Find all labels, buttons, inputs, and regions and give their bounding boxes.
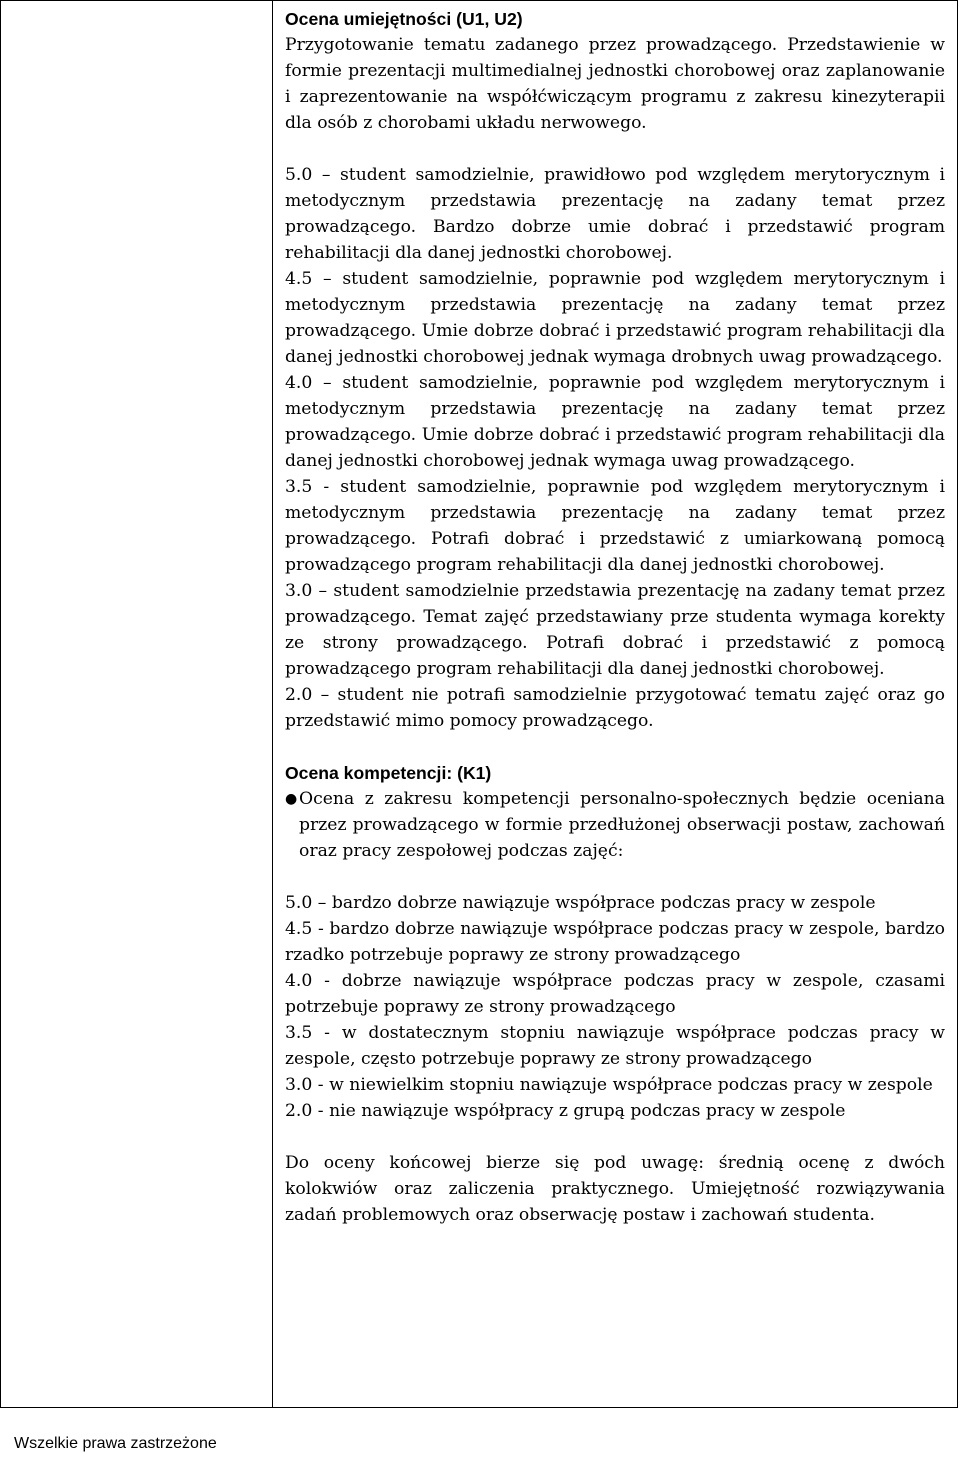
- skills-grade-2-0: 2.0 – student nie potrafi samodzielnie przygotować tematu zajęć oraz go przedstawić mimo pomocy prowadzącego.: [285, 685, 945, 731]
- final-note: Do oceny końcowej bierze się pod uwagę: średnią ocenę z dwóch kolokwiów oraz zaliczenia praktycznego. Umiejętność rozwiązywania zadań problemowych oraz obserwację postaw i zachowań studenta.: [285, 1153, 945, 1225]
- skills-heading: Ocena umiejętności (U1, U2): [285, 9, 523, 29]
- spacer: [285, 864, 945, 890]
- column-divider: [272, 0, 273, 1408]
- competence-grade-5-0: 5.0 – bardzo dobrze nawiązuje współprace podczas pracy w zespole: [285, 893, 876, 913]
- competence-grade-2-0: 2.0 - nie nawiązuje współpracy z grupą podczas pracy w zespole: [285, 1101, 846, 1121]
- skills-grade-4-0: 4.0 – student samodzielnie, poprawnie pod względem merytorycznym i metodycznym przedstawia prezentację na zadany temat przez prowadzącego. Umie dobrze dobrać i przedstawić program rehabilitacji dla danej jednostki chorobowej jednak wymaga uwag prowadzącego.: [285, 373, 945, 471]
- spacer: [285, 136, 945, 162]
- competence-bullet-item: [285, 786, 945, 864]
- competence-grade-3-0: 3.0 - w niewielkim stopniu nawiązuje współprace podczas pracy w zespole: [285, 1075, 933, 1095]
- skills-grade-3-5: 3.5 - student samodzielnie, poprawnie pod względem merytorycznym i metodycznym przedstawia prezentację na zadany temat przez prowadzącego. Potrafi dobrać i przedstawić z umiarkowaną pomocą prowadzącego program rehabilitacji dla danej jednostki chorobowej.: [285, 477, 945, 575]
- copyright-footer: Wszelkie prawa zastrzeżone: [14, 1435, 217, 1452]
- spacer: [285, 1124, 945, 1150]
- competence-bullet-text: Ocena z zakresu kompetencji personalno-społecznych będzie oceniana przez prowadzącego w formie przedłużonej obserwacji postaw, zachowań oraz pracy zespołowej podczas zajęć:: [299, 789, 945, 861]
- competence-heading: Ocena kompetencji: (K1): [285, 763, 492, 783]
- bullet-icon: ●: [285, 791, 298, 807]
- competence-grade-4-5: 4.5 - bardzo dobrze nawiązuje współprace podczas pracy w zespole, bardzo rzadko potrzebuje poprawy ze strony prowadzącego: [285, 919, 945, 965]
- competence-grade-3-5: 3.5 - w dostatecznym stopniu nawiązuje współprace podczas pracy w zespole, często potrzebuje poprawy ze strony prowadzącego: [285, 1023, 945, 1069]
- skills-intro: Przygotowanie tematu zadanego przez prowadzącego. Przedstawienie w formie prezentacji multimedialnej jednostki chorobowej oraz zaplanowanie i zaprezentowanie na współćwiczącym programu z zakresu kinezyterapii dla osób z chorobami układu nerwowego.: [285, 35, 945, 133]
- competence-grade-4-0: 4.0 - dobrze nawiązuje współprace podczas pracy w zespole, czasami potrzebuje poprawy ze strony prowadzącego: [285, 971, 945, 1017]
- spacer: [285, 734, 945, 760]
- skills-grade-5-0: 5.0 – student samodzielnie, prawidłowo pod względem merytorycznym i metodycznym przedstawia prezentację na zadany temat przez prowadzącego. Bardzo dobrze umie dobrać i przedstawić program rehabilitacji dla danej jednostki chorobowej.: [285, 165, 945, 263]
- skills-grade-4-5: 4.5 – student samodzielnie, poprawnie pod względem merytorycznym i metodycznym przedstawia prezentację na zadany temat przez prowadzącego. Umie dobrze dobrać i przedstawić program rehabilitacji dla danej jednostki chorobowej jednak wymaga drobnych uwag prowadzącego.: [285, 269, 945, 367]
- skills-grade-3-0: 3.0 – student samodzielnie przedstawia prezentację na zadany temat przez prowadzącego. Temat zajęć przedstawiany prze studenta wymaga korekty ze strony prowadzącego. Potrafi dobrać i przedstawić z pomocą prowadzącego program rehabilitacji dla danej jednostki chorobowej.: [285, 581, 945, 679]
- criteria-cell: [285, 6, 945, 1228]
